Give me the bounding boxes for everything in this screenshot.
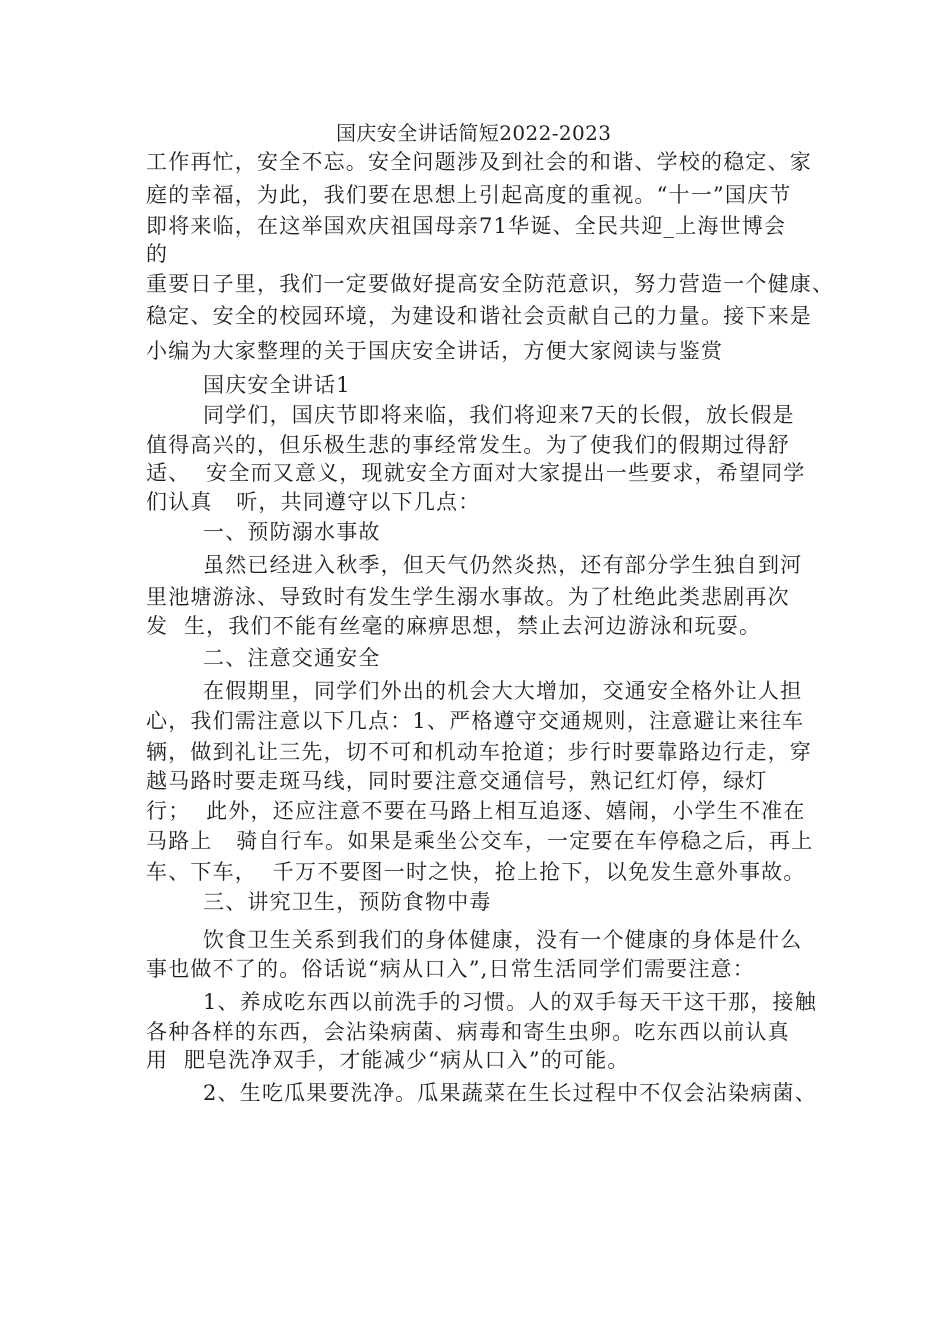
paragraph-line: 1、养成吃东西以前洗手的习惯。人的双手每天干这干那，接触 — [203, 990, 817, 1014]
paragraph-line: 越马路时要走斑马线，同时要注意交通信号，熟记红灯停，绿灯 — [146, 769, 768, 793]
document-title: 国庆安全讲话简短2022-2023 — [336, 121, 612, 145]
paragraph-line: 值得高兴的，但乐极生悲的事经常发生。为了使我们的假期过得舒 — [146, 433, 790, 457]
paragraph-line: 心，我们需注意以下几点：1、严格遵守交通规则，注意避让来往车 — [146, 709, 805, 733]
paragraph-line: 们认真 听，共同遵守以下几点： — [146, 490, 481, 514]
paragraph-line: 马路上 骑自行车。如果是乘坐公交车，一定要在车停稳之后，再上 — [146, 829, 814, 853]
paragraph-line: 发 生，我们不能有丝毫的麻痹思想，禁止去河边游泳和玩耍。 — [146, 614, 762, 638]
paragraph-line: 车、下车， 千万不要图一时之快，抢上抢下，以免发生意外事故。 — [146, 860, 806, 884]
section-heading: 国庆安全讲话1 — [203, 373, 351, 397]
paragraph-line: 稳定、安全的校园环境，为建设和谐社会贡献自己的力量。接下来是 — [146, 304, 812, 328]
paragraph-line: 重要日子里，我们一定要做好提高安全防范意识，努力营造一个健康、 — [146, 272, 835, 296]
paragraph-line: 辆，做到礼让三先，切不可和机动车抢道；步行时要靠路边行走，穿 — [146, 740, 812, 764]
paragraph-line: 的 — [146, 242, 169, 266]
paragraph-line: 用 肥皂洗净双手，才能减少“病从口入”的可能。 — [146, 1048, 630, 1072]
paragraph-line: 小编为大家整理的关于国庆安全讲话，方便大家阅读与鉴赏 — [146, 339, 724, 363]
paragraph-line: 2、生吃瓜果要洗净。瓜果蔬菜在生长过程中不仅会沾染病菌、 — [203, 1081, 817, 1105]
paragraph-line: 庭的幸福，为此，我们要在思想上引起高度的重视。“十一”国庆节 — [146, 183, 792, 207]
paragraph-line: 工作再忙，安全不忘。安全问题涉及到社会的和谐、学校的稳定、家 — [146, 150, 812, 174]
paragraph-line: 行； 此外，还应注意不要在马路上相互追逐、嬉闹，小学生不准在 — [146, 799, 806, 823]
paragraph-line: 在假期里，同学们外出的机会大大增加，交通安全格外让人担 — [203, 679, 803, 703]
section-heading: 三、讲究卫生，预防食物中毒 — [203, 890, 492, 914]
section-heading: 二、注意交通安全 — [203, 646, 381, 670]
paragraph-line: 事也做不了的。俗话说“病从口入”,日常生活同学们需要注意： — [146, 957, 755, 981]
paragraph-line: 里池塘游泳、导致时有发生学生溺水事故。为了杜绝此类悲剧再次 — [146, 585, 790, 609]
paragraph-line: 各种各样的东西，会沾染病菌、病毒和寄生虫卵。吃东西以前认真 — [146, 1020, 790, 1044]
paragraph-line: 虽然已经进入秋季，但天气仍然炎热，还有部分学生独自到河 — [203, 553, 803, 577]
paragraph-line: 适、 安全而又意义，现就安全方面对大家提出一些要求，希望同学 — [146, 461, 806, 485]
section-heading: 一、预防溺水事故 — [203, 520, 381, 544]
paragraph-line: 同学们，国庆节即将来临，我们将迎来7天的长假，放长假是 — [203, 403, 795, 427]
paragraph-line: 饮食卫生关系到我们的身体健康，没有一个健康的身体是什么 — [203, 928, 803, 952]
paragraph-line: 即将来临，在这举国欢庆祖国母亲71华诞、全民共迎_上海世博会 — [146, 214, 787, 238]
